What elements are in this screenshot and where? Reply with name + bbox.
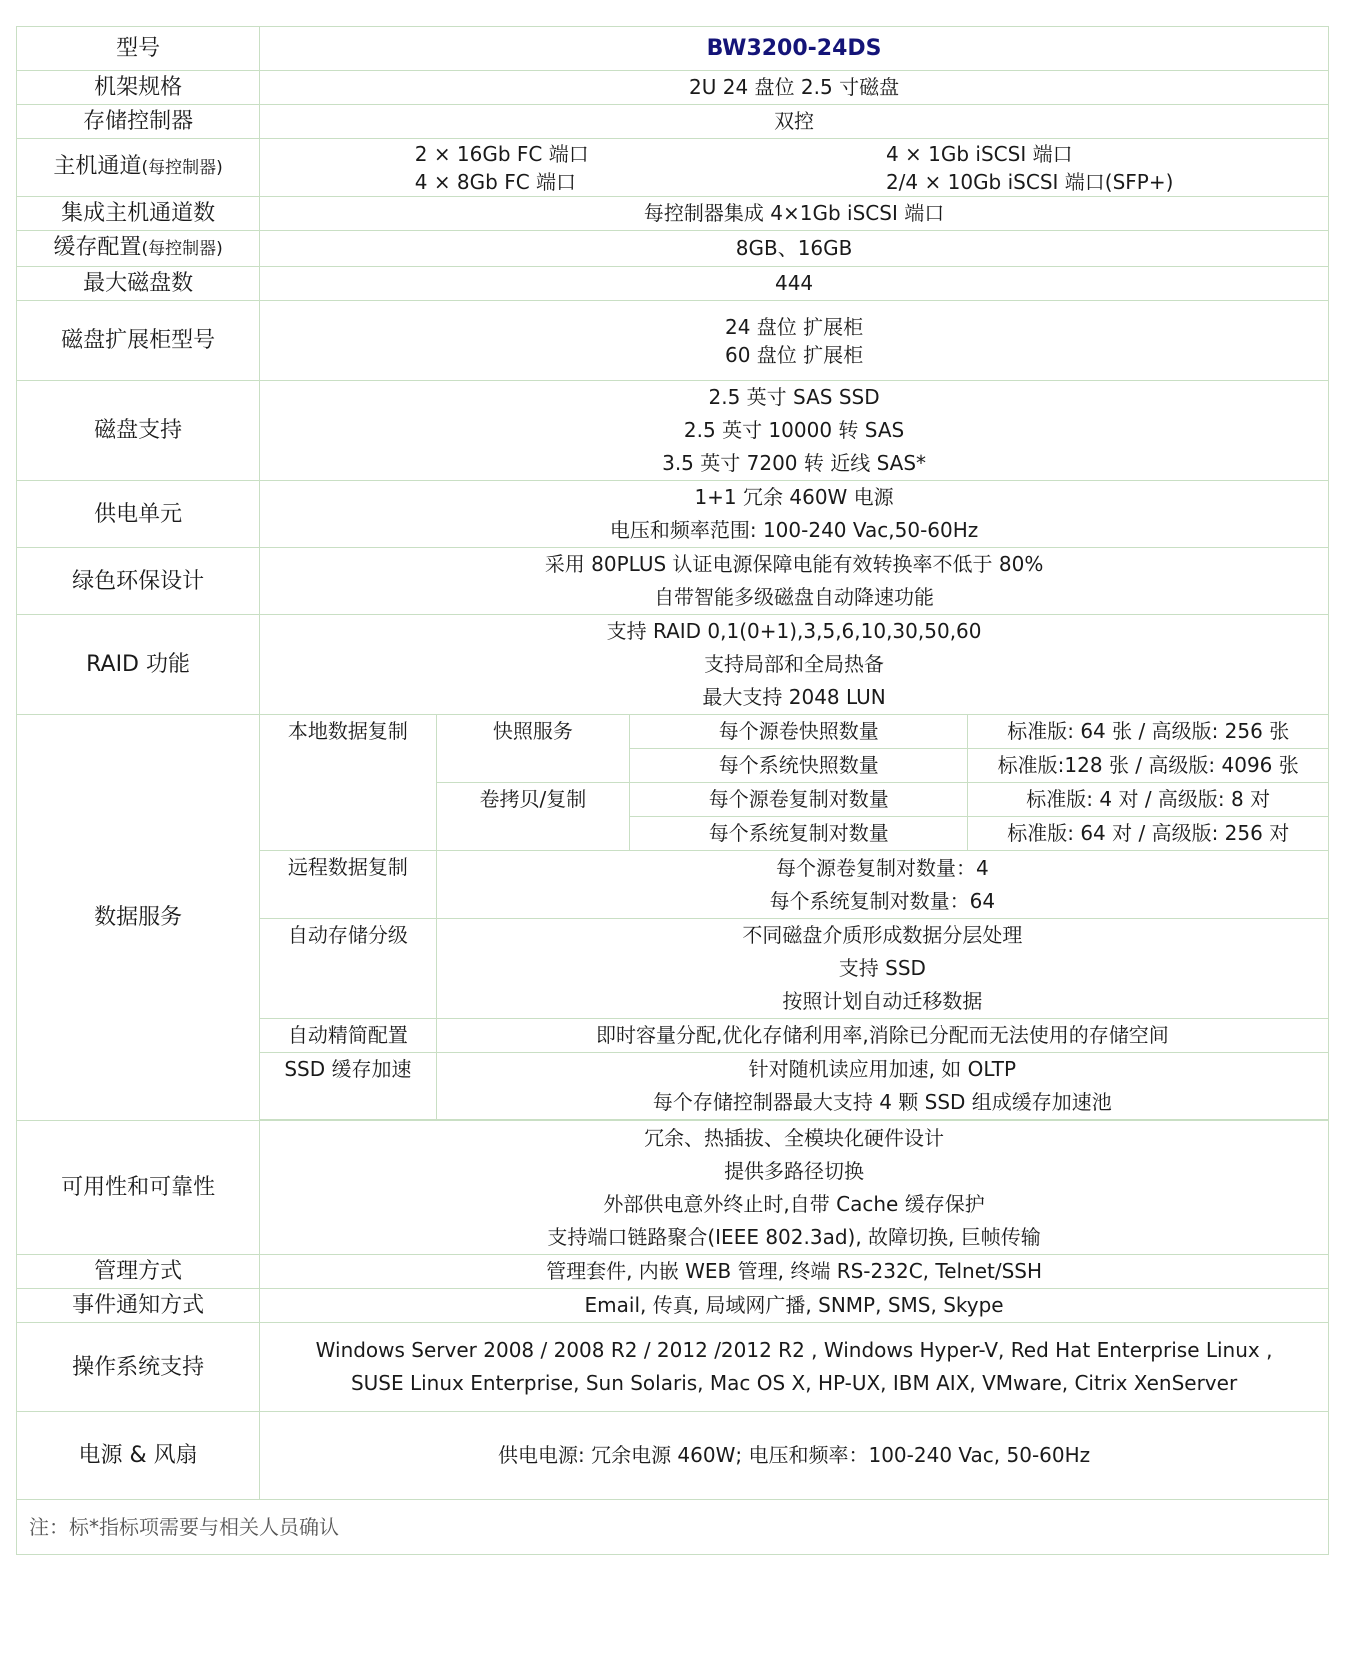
- thin-label: 自动精简配置: [260, 1019, 437, 1053]
- green-line: 自带智能多级磁盘自动降速功能: [654, 585, 935, 609]
- remote-replication-label: 远程数据复制: [260, 851, 437, 919]
- row-availability: [17, 1121, 1329, 1255]
- integrated-channels-label: 集成主机通道数: [17, 197, 260, 231]
- host-channel-label-suffix: (每控制器): [141, 158, 223, 178]
- row-integrated-channels: [17, 197, 1329, 231]
- expansion-line: 60 盘位 扩展柜: [724, 342, 864, 367]
- row-power-fan: [17, 1412, 1329, 1500]
- row-os-support: [17, 1323, 1329, 1412]
- disk-support-line: 3.5 英寸 7200 转 近线 SAS*: [662, 451, 927, 475]
- volume-copy-item: 每个源卷复制对数量: [630, 783, 968, 817]
- spec-sheet: [16, 26, 1329, 1555]
- volume-copy-value: 标准版: 4 对 / 高级版: 8 对: [968, 783, 1329, 817]
- green-line: 采用 80PLUS 认证电源保障电能有效转换率不低于 80%: [544, 552, 1044, 576]
- availability-label: 可用性和可靠性: [17, 1121, 260, 1255]
- chassis-value: 2U 24 盘位 2.5 寸磁盘: [260, 71, 1329, 105]
- integrated-channels-value: 每控制器集成 4×1Gb iSCSI 端口: [260, 197, 1329, 231]
- footnote: 注：标*指标项需要与相关人员确认: [16, 1500, 1329, 1555]
- row-management: [17, 1255, 1329, 1289]
- ssd-cache-line: 每个存储控制器最大支持 4 颗 SSD 组成缓存加速池: [652, 1090, 1112, 1114]
- row-green: [17, 548, 1329, 615]
- host-channel-fc-16: 2 × 16Gb FC 端口: [414, 141, 589, 166]
- host-channel-fc-8: 4 × 8Gb FC 端口: [414, 169, 577, 194]
- local-replication-label: 本地数据复制: [260, 715, 437, 851]
- remote-replication-line: 每个源卷复制对数量：4: [775, 855, 989, 880]
- snapshot-item: 每个源卷快照数量: [630, 715, 968, 749]
- snapshot-value: 标准版: 64 张 / 高级版: 256 张: [968, 715, 1329, 749]
- cache-label-suffix: (每控制器): [141, 239, 223, 259]
- row-max-disks: [17, 267, 1329, 301]
- snapshot-label: 快照服务: [436, 715, 629, 783]
- power-unit-value: [260, 481, 1329, 548]
- disk-support-value: [260, 381, 1329, 481]
- row-raid: [17, 615, 1329, 715]
- host-channel-col-fc: [415, 140, 589, 196]
- power-unit-line: 电压和频率范围: 100-240 Vac,50-60Hz: [609, 518, 979, 542]
- ssd-cache-label: SSD 缓存加速: [260, 1053, 437, 1120]
- power-unit-label: 供电单元: [17, 481, 260, 548]
- management-label: 管理方式: [17, 1255, 260, 1289]
- tiering-value: [436, 919, 1328, 1019]
- row-disk-support: [17, 381, 1329, 481]
- snapshot-item: 每个系统快照数量: [630, 749, 968, 783]
- os-support-line: SUSE Linux Enterprise, Sun Solaris, Mac OS X, HP-UX, IBM AIX, VMware, Citrix XenServer: [350, 1371, 1238, 1395]
- disk-support-label: 磁盘支持: [17, 381, 260, 481]
- green-label: 绿色环保设计: [17, 548, 260, 615]
- model-label: 型号: [17, 27, 260, 71]
- row-model: [17, 27, 1329, 71]
- data-services-label: 数据服务: [17, 715, 260, 1121]
- host-channel-value: [260, 139, 1329, 197]
- tiering-label: 自动存储分级: [260, 919, 437, 1019]
- raid-line: 支持局部和全局热备: [704, 652, 885, 676]
- tiering-line: 按照计划自动迁移数据: [782, 989, 983, 1013]
- os-support-value: [260, 1323, 1329, 1412]
- controller-value: 双控: [260, 105, 1329, 139]
- ssd-cache-value: [436, 1053, 1328, 1120]
- row-host-channel: [17, 139, 1329, 197]
- expansion-label: 磁盘扩展柜型号: [17, 301, 260, 381]
- host-channel-columns: [266, 140, 1322, 196]
- host-channel-label: [17, 139, 260, 197]
- os-support-label: 操作系统支持: [17, 1323, 260, 1412]
- tiering-line: 不同磁盘介质形成数据分层处理: [742, 923, 1023, 947]
- remote-replication-line: 每个系统复制对数量：64: [769, 888, 996, 913]
- volume-copy-label: 卷拷贝/复制: [436, 783, 629, 851]
- notification-label: 事件通知方式: [17, 1289, 260, 1323]
- controller-label: 存储控制器: [17, 105, 260, 139]
- cache-value: 8GB、16GB: [260, 231, 1329, 267]
- remote-replication-value: [436, 851, 1328, 919]
- power-unit-line: 1+1 冗余 460W 电源: [694, 485, 894, 509]
- availability-line: 提供多路径切换: [724, 1158, 865, 1183]
- notification-value: Email, 传真, 局域网广播, SNMP, SMS, Skype: [260, 1289, 1329, 1323]
- disk-support-line: 2.5 英寸 SAS SSD: [708, 385, 880, 409]
- row-chassis: [17, 71, 1329, 105]
- row-cache: [17, 231, 1329, 267]
- disk-support-line: 2.5 英寸 10000 转 SAS: [683, 418, 905, 442]
- host-channel-iscsi-1gb: 4 × 1Gb iSCSI 端口: [885, 141, 1073, 166]
- row-controller: [17, 105, 1329, 139]
- availability-line: 冗余、热插拔、全模块化硬件设计: [644, 1125, 945, 1150]
- host-channel-iscsi-10gb: 2/4 × 10Gb iSCSI 端口(SFP+): [885, 169, 1174, 194]
- raid-line: 最大支持 2048 LUN: [702, 685, 886, 709]
- management-value: 管理套件, 内嵌 WEB 管理, 终端 RS-232C, Telnet/SSH: [260, 1255, 1329, 1289]
- ssd-cache-line: 针对随机读应用加速, 如 OLTP: [748, 1057, 1017, 1081]
- chassis-label: 机架规格: [17, 71, 260, 105]
- row-ds-local-snapshot-1: [17, 715, 1329, 749]
- volume-copy-value: 标准版: 64 对 / 高级版: 256 对: [968, 817, 1329, 851]
- availability-value: [260, 1121, 1329, 1255]
- row-expansion: [17, 301, 1329, 381]
- spec-table: [16, 26, 1329, 1500]
- raid-label: RAID 功能: [17, 615, 260, 715]
- power-fan-label: 电源 & 风扇: [17, 1412, 260, 1500]
- row-power-unit: [17, 481, 1329, 548]
- os-support-line: Windows Server 2008 / 2008 R2 / 2012 /2012 R2 , Windows Hyper-V, Red Hat Enterprise Linux ,: [315, 1338, 1273, 1362]
- expansion-value: [260, 301, 1329, 381]
- tiering-line: 支持 SSD: [838, 956, 926, 980]
- max-disks-label: 最大磁盘数: [17, 267, 260, 301]
- availability-line: 支持端口链路聚合(IEEE 802.3ad), 故障切换, 巨帧传输: [547, 1224, 1041, 1249]
- volume-copy-item: 每个系统复制对数量: [630, 817, 968, 851]
- raid-line: 支持 RAID 0,1(0+1),3,5,6,10,30,50,60: [606, 619, 982, 643]
- host-channel-label-text: 主机通道: [53, 154, 142, 179]
- cache-label-text: 缓存配置: [53, 235, 142, 260]
- thin-value: 即时容量分配,优化存储利用率,消除已分配而无法使用的存储空间: [436, 1019, 1328, 1053]
- availability-line: 外部供电意外终止时,自带 Cache 缓存保护: [603, 1191, 985, 1216]
- raid-value: [260, 615, 1329, 715]
- model-value: BW3200-24DS: [260, 27, 1329, 71]
- power-fan-value: 供电电源: 冗余电源 460W; 电压和频率：100-240 Vac, 50-60Hz: [260, 1412, 1329, 1500]
- green-value: [260, 548, 1329, 615]
- cache-label: [17, 231, 260, 267]
- snapshot-value: 标准版:128 张 / 高级版: 4096 张: [968, 749, 1329, 783]
- host-channel-col-iscsi: [886, 140, 1173, 196]
- row-notification: [17, 1289, 1329, 1323]
- max-disks-value: 444: [260, 267, 1329, 301]
- expansion-line: 24 盘位 扩展柜: [724, 314, 864, 339]
